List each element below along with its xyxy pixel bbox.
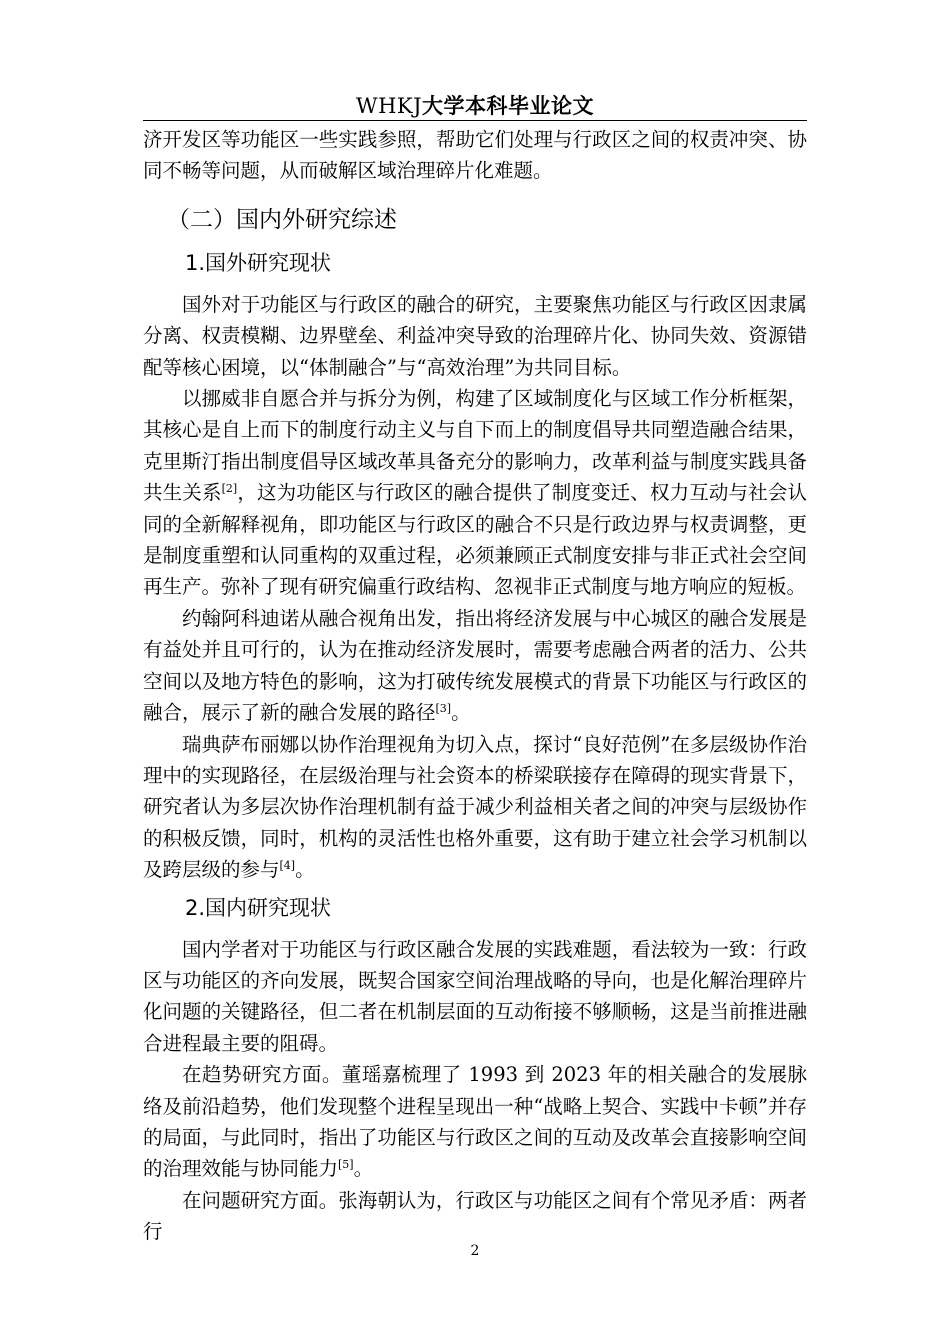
- paragraph: [143, 1059, 807, 1185]
- citation-ref: [4]: [279, 859, 296, 873]
- paragraph: 国外对于功能区与行政区的融合的研究，主要聚焦功能区与行政区因隶属分离、权责模糊、边界壁垒、利益冲突导致的治理碎片化、协同失效、资源错配等核心困境，以“体制融合”与“高效治理”为共同目标。: [143, 292, 807, 379]
- paragraph-text: 。: [353, 1157, 374, 1181]
- running-header: [0, 90, 950, 120]
- subsection-heading-foreign: 1.国外研究现状: [185, 250, 332, 275]
- paragraph-text: 在趋势研究方面。董瑶嘉梳理了 1993 到 2023 年的相关融合的发展脉络及前沿趋势，他们发现整个进程呈现出一种“战略上契合、实践中卡顿”并存的局面，与此同时，指出了功能区与行政区之间的互动及改革会直接影响空间的治理效能与协同能力: [143, 1063, 807, 1181]
- paragraph: [143, 729, 807, 886]
- header-title: 大学本科毕业论文: [422, 93, 594, 118]
- header-latin: WHKJ: [355, 94, 422, 118]
- paragraph-text: 以挪威非自愿合并与拆分为例，构建了区域制度化与区域工作分析框架，其核心是自上而下的制度行动主义与自下而上的制度倡导共同塑造融合结果，克里斯汀指出制度倡导区域改革具备充分的影响力，改革利益与制度实践具备共生关系: [143, 387, 807, 505]
- citation-ref: [5]: [338, 1158, 354, 1172]
- paragraph-text: ，这为功能区与行政区的融合提供了制度变迁、权力互动与社会认同的全新解释视角，即功能区与行政区的融合不只是行政边界与权责调整，更是制度重塑和认同重构的双重过程，必须兼顾正式制度安排与非正式社会空间再生产。弥补了现有研究偏重行政结构、忽视非正式制度与地方响应的短板。: [143, 481, 807, 599]
- citation-ref: [3]: [435, 702, 452, 716]
- header-rule: [143, 120, 807, 121]
- paragraph-text: 瑞典萨布丽娜以协作治理视角为切入点，探讨“良好范例”在多层级协作治理中的实现路径，在层级治理与社会资本的桥梁联接存在障碍的现实背景下，研究者认为多层次协作治理机制有益于减少利益相关者之间的冲突与层级协作的积极反馈，同时，机构的灵活性也格外重要，这有助于建立社会学习机制以及跨层级的参与: [143, 732, 807, 882]
- citation-ref: [2]: [221, 482, 238, 496]
- paragraph: [143, 603, 807, 729]
- section-heading: （二）国内外研究综述: [167, 206, 397, 233]
- subsection-heading-domestic: 2.国内研究现状: [185, 895, 332, 920]
- paragraph: [143, 383, 807, 603]
- paragraph: 在问题研究方面。张海朝认为，行政区与功能区之间有个常见矛盾：两者行: [143, 1188, 807, 1244]
- paragraph-text: 约翰阿科迪诺从融合视角出发，指出将经济发展与中心城区的融合发展是有益处并且可行的，认为在推动经济发展时，需要考虑融合两者的活力、公共空间以及地方特色的影响，这为打破传统发展模式的背景下功能区与行政区的融合，展示了新的融合发展的路径: [143, 606, 807, 725]
- paragraph-text: 。: [451, 701, 471, 725]
- paragraph: 国内学者对于功能区与行政区融合发展的实践难题，看法较为一致：行政区与功能区的齐向发展，既契合国家空间治理战略的导向，也是化解治理碎片化问题的关键路径，但二者在机制层面的互动衔接不够顺畅，这是当前推进融合进程最主要的阻碍。: [143, 937, 807, 1055]
- body-text: [143, 124, 807, 1248]
- paragraph-text: 。: [295, 858, 315, 882]
- paragraph-continuation: 济开发区等功能区一些实践参照，帮助它们处理与行政区之间的权责冲突、协同不畅等问题，从而破解区域治理碎片化难题。: [143, 128, 807, 183]
- page-number: 2: [470, 1243, 480, 1259]
